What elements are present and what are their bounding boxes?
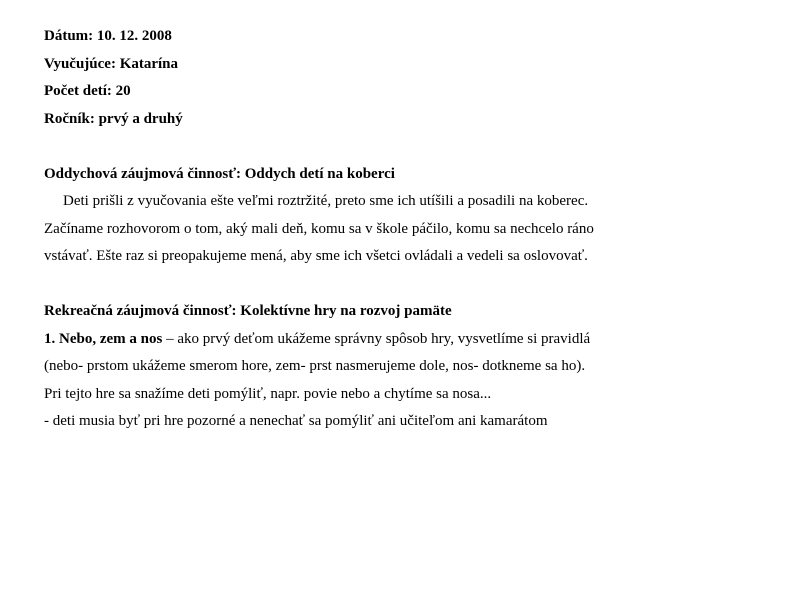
- section1-line-3: vstávať. Ešte raz si preopakujeme mená, aby sme ich všetci ovládali a vedeli sa oslovovať.: [44, 248, 588, 264]
- section2-game-line: [44, 329, 784, 357]
- game-intro: – ako prvý deťom ukážeme správny spôsob hry, vysvetlíme si pravidlá: [162, 330, 591, 347]
- section1-line-2: Začíname rozhovorom o tom, aký mali deň, komu sa v škole páčilo, komu sa nechcelo ráno: [44, 220, 594, 237]
- blank-line: [44, 136, 784, 164]
- section1-title: Oddychová záujmová činnosť: Oddych detí na koberci: [44, 165, 395, 182]
- teacher-line: Vyučujúce: Katarína: [44, 55, 179, 72]
- section2-line-3: - deti musia byť pri hre pozorné a nenechať sa pomýliť ani učiteľom ani kamarátom: [44, 413, 548, 429]
- blank-line: [44, 274, 784, 302]
- section2-line-1: (nebo- prstom ukážeme smerom hore, zem- prst nasmerujeme dole, nos- dotkneme sa ho).: [44, 358, 586, 374]
- section2-title: Rekreačná záujmová činnosť: Kolektívne hry na rozvoj pamäte: [44, 303, 452, 319]
- children-count-line: Počet detí: 20: [44, 83, 131, 99]
- section2-line-2: Pri tejto hre sa snažíme deti pomýliť, napr. povie nebo a chytíme sa nosa...: [44, 385, 492, 402]
- document-page: [44, 26, 784, 439]
- grade-line: Ročník: prvý a druhý: [44, 110, 183, 127]
- game-title: 1. Nebo, zem a nos: [44, 330, 163, 347]
- date-line: Dátum: 10. 12. 2008: [44, 28, 172, 44]
- section1-line-1: Deti prišli z vyučovania ešte veľmi roztržité, preto sme ich utíšili a posadili na koberec.: [63, 193, 589, 209]
